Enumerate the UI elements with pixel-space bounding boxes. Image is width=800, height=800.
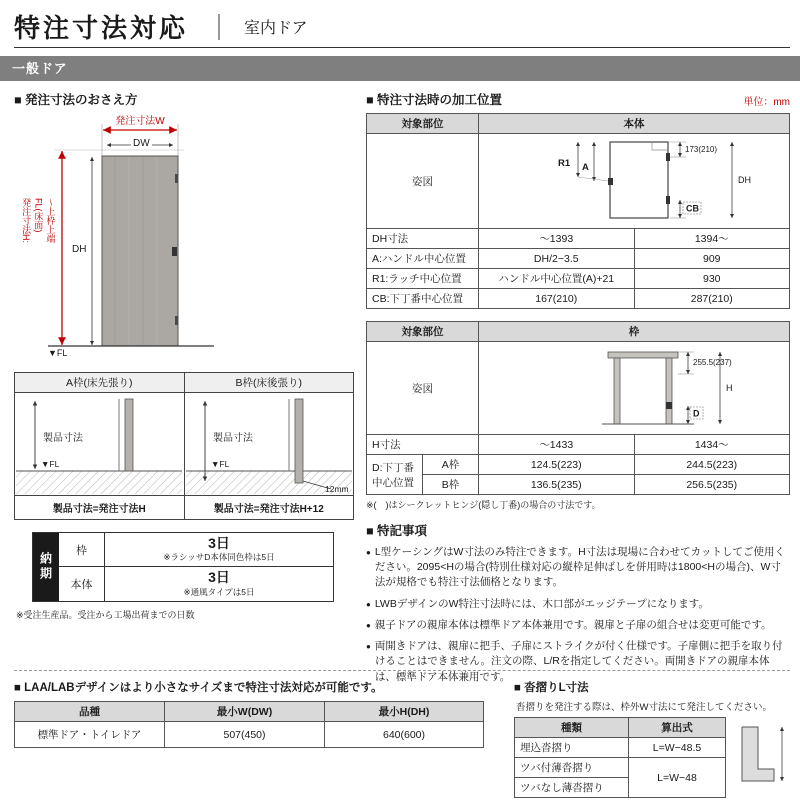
order-dimension-heading: ■ 発注寸法のおさえ方 [14, 93, 138, 107]
frame-comparison-header [15, 373, 353, 393]
col-header: 最小W(DW) [165, 702, 325, 722]
secret-hinge-footnote: ※( )はシークレットヒンジ(隠し丁番)の場合の寸法です。 [366, 500, 601, 510]
frame-b-header: B枠(床後張り) [235, 377, 302, 389]
col-header: 品種 [15, 702, 165, 722]
body-machining-table [366, 113, 790, 309]
special-notes [366, 521, 790, 685]
col-header: 種類 [515, 718, 629, 738]
frame-a-figure [15, 393, 185, 495]
frame-machining-table [366, 321, 790, 495]
body-figure-cell [479, 134, 790, 229]
col-part-value: 枠 [479, 322, 790, 342]
bullet-icon: ● [366, 642, 371, 652]
row-sub: A枠 [423, 455, 479, 475]
delivery-days: 3日 [208, 535, 230, 551]
row-v2: 1394〜 [634, 229, 790, 249]
bottom-section [14, 670, 790, 798]
right-column [366, 90, 790, 685]
row-v2: 256.5(235) [634, 475, 790, 495]
body-figure [482, 136, 792, 226]
page-subtitle: 室内ドア [244, 20, 308, 37]
order-dimension-diagram [14, 112, 358, 364]
frame-comparison-body [15, 393, 353, 495]
delivery-note: ※通風タイプは5日 [183, 586, 255, 597]
row-v1: ハンドル中心位置(A)+21 [479, 269, 635, 289]
row-v1: 〜1433 [479, 435, 635, 455]
dw-label: DW [133, 138, 150, 149]
row-label-d [367, 455, 423, 495]
row-v1: 〜1393 [479, 229, 635, 249]
frame-figure [482, 344, 792, 432]
frame-a-formula: 製品寸法=発注寸法H [15, 496, 185, 519]
row-v1: 124.5(223) [479, 455, 635, 475]
frame-b-formula: 製品寸法=発注寸法H+12 [213, 504, 324, 515]
row-label: DH寸法 [367, 229, 479, 249]
title-divider [218, 14, 220, 40]
figure-label-cell: 姿図 [367, 342, 479, 435]
kutsuzuri-diagram [734, 717, 790, 795]
row-v1: 136.5(235) [479, 475, 635, 495]
cell-type: ツバ付薄沓摺り [515, 758, 629, 778]
row-v1: 167(210) [479, 289, 635, 309]
col-part-label: 対象部位 [367, 114, 479, 134]
svg-text:製品寸法: 製品寸法 [43, 433, 83, 444]
col-part-value: 本体 [479, 114, 790, 134]
svg-text:DH: DH [738, 175, 751, 185]
order-width-label: 発注寸法W [115, 116, 165, 127]
page-header [14, 6, 790, 48]
row-v2: 244.5(223) [634, 455, 790, 475]
min-size-table [14, 701, 484, 748]
note-text: 親子ドアの親扉本体は標準ドア本体兼用です。親扉と子扉の組合せは変更可能です。 [374, 618, 772, 631]
note-item [366, 597, 790, 612]
door-figure [14, 112, 358, 364]
kutsuzuri-heading: ■ 沓摺りL寸法 [514, 682, 589, 694]
svg-text:12mm: 12mm [324, 484, 349, 494]
delivery-title: 納期 [38, 551, 53, 582]
svg-text:CB: CB [686, 203, 699, 214]
svg-text:R1: R1 [558, 158, 571, 169]
row-v2: 1434〜 [634, 435, 790, 455]
dh-label: DH [72, 244, 87, 255]
kutsuzuri-note: 沓摺りを発注する際は、枠外W寸法にて発注してください。 [516, 702, 772, 713]
order-height-label-line3: 〜上枠上端 [45, 198, 56, 243]
row-label: A:ハンドル中心位置 [367, 249, 479, 269]
svg-text:A: A [582, 162, 589, 173]
col-header: 算出式 [629, 718, 726, 738]
frame-a-header: A枠(床先張り) [15, 373, 185, 392]
min-size-block [14, 679, 488, 798]
bullet-icon: ● [366, 599, 371, 609]
row-label: CB:下丁番中心位置 [367, 289, 479, 309]
cell-type: ツバなし薄沓摺り [515, 778, 629, 798]
row-label: R1:ラッチ中心位置 [367, 269, 479, 289]
delivery-note: ※ラシッサD本体同色枠は5日 [163, 552, 275, 563]
d-label-line1: D:下丁番 [372, 461, 414, 474]
cell-min-w: 507(450) [165, 722, 325, 748]
cell-formula: L=W−48 [629, 758, 726, 798]
order-height-label-line2: FL(床面) [33, 198, 44, 233]
frame-comparison-formulas [15, 495, 353, 519]
row-v2: 287(210) [634, 289, 790, 309]
frame-b-figure [185, 393, 354, 495]
row-v2: 930 [634, 269, 790, 289]
frame-install-comparison-table [14, 372, 354, 520]
col-header: 最小H(DH) [325, 702, 484, 722]
min-size-heading: ■ LAA/LABデザインはより小さなサイズまで特注寸法対応が可能です。 [14, 682, 383, 694]
fl-label: ▼FL [48, 348, 68, 358]
order-height-label [20, 198, 56, 318]
svg-text:H: H [726, 383, 733, 393]
delivery-row-body [59, 566, 333, 600]
delivery-part: 本体 [59, 567, 105, 600]
svg-text:製品寸法: 製品寸法 [212, 433, 253, 444]
frame-figure-cell [479, 342, 790, 435]
notes-heading: ■ 特記事項 [366, 524, 428, 538]
kutsuzuri-table [514, 717, 726, 798]
delivery-table [32, 532, 334, 602]
note-text: 両開きドアは、親扉に把手、子扉にストライクが付く仕様です。子扉側に把手を取り付けることはできません。注文の際、L/Rを指定してください。両開きドアの親扉本体は、標準ドア本体兼用です。 [374, 640, 783, 683]
note-text: L型ケーシングはW寸法のみ特注できます。H寸法は現場に合わせてカットしてご使用ください。2095<Hの場合(特別仕様対応の縦枠足伸ばしを併用時は1800<Hの場合)、W寸法が規格でも特注寸法価格となります。 [374, 546, 786, 589]
cell-min-h: 640(600) [325, 722, 484, 748]
cell-formula: L=W−48.5 [629, 738, 726, 758]
row-v1: DH/2−3.5 [479, 249, 635, 269]
delivery-row-frame [59, 533, 333, 566]
delivery-days: 3日 [208, 569, 230, 586]
row-v2: 909 [634, 249, 790, 269]
cell-type: 標準ドア・トイレドア [15, 722, 165, 748]
order-height-label-line1: 発注寸法H: [21, 198, 32, 243]
kutsuzuri-block [514, 679, 790, 798]
bullet-icon: ● [366, 620, 371, 630]
col-part-label: 対象部位 [367, 322, 479, 342]
row-sub: B枠 [423, 475, 479, 495]
figure-label-cell: 姿図 [367, 134, 479, 229]
note-item [366, 545, 790, 591]
machining-heading: ■ 特注寸法時の加工位置 [366, 93, 503, 107]
delivery-footnote: ※受注生産品。受注から工場出荷までの日数 [16, 609, 195, 620]
category-bar: 一般ドア [0, 56, 800, 81]
cell-type: 埋込沓摺り [515, 738, 629, 758]
page-title: 特注寸法対応 [14, 13, 189, 43]
row-label: H寸法 [367, 435, 479, 455]
note-item [366, 618, 790, 633]
svg-text:173(210): 173(210) [685, 145, 718, 154]
svg-text:▼FL: ▼FL [210, 459, 229, 469]
d-label-line2: 中心位置 [372, 476, 414, 489]
svg-text:D: D [693, 408, 700, 419]
svg-text:▼FL: ▼FL [41, 459, 60, 469]
svg-text:255.5(237): 255.5(237) [693, 358, 732, 367]
bullet-icon: ● [366, 548, 371, 557]
note-text: LWBデザインのW特注寸法時には、木口部がエッジテープになります。 [374, 597, 709, 610]
delivery-title-cell [33, 533, 59, 601]
delivery-part: 枠 [59, 533, 105, 566]
unit-label: 単位：mm [743, 97, 790, 108]
left-column [14, 90, 358, 621]
